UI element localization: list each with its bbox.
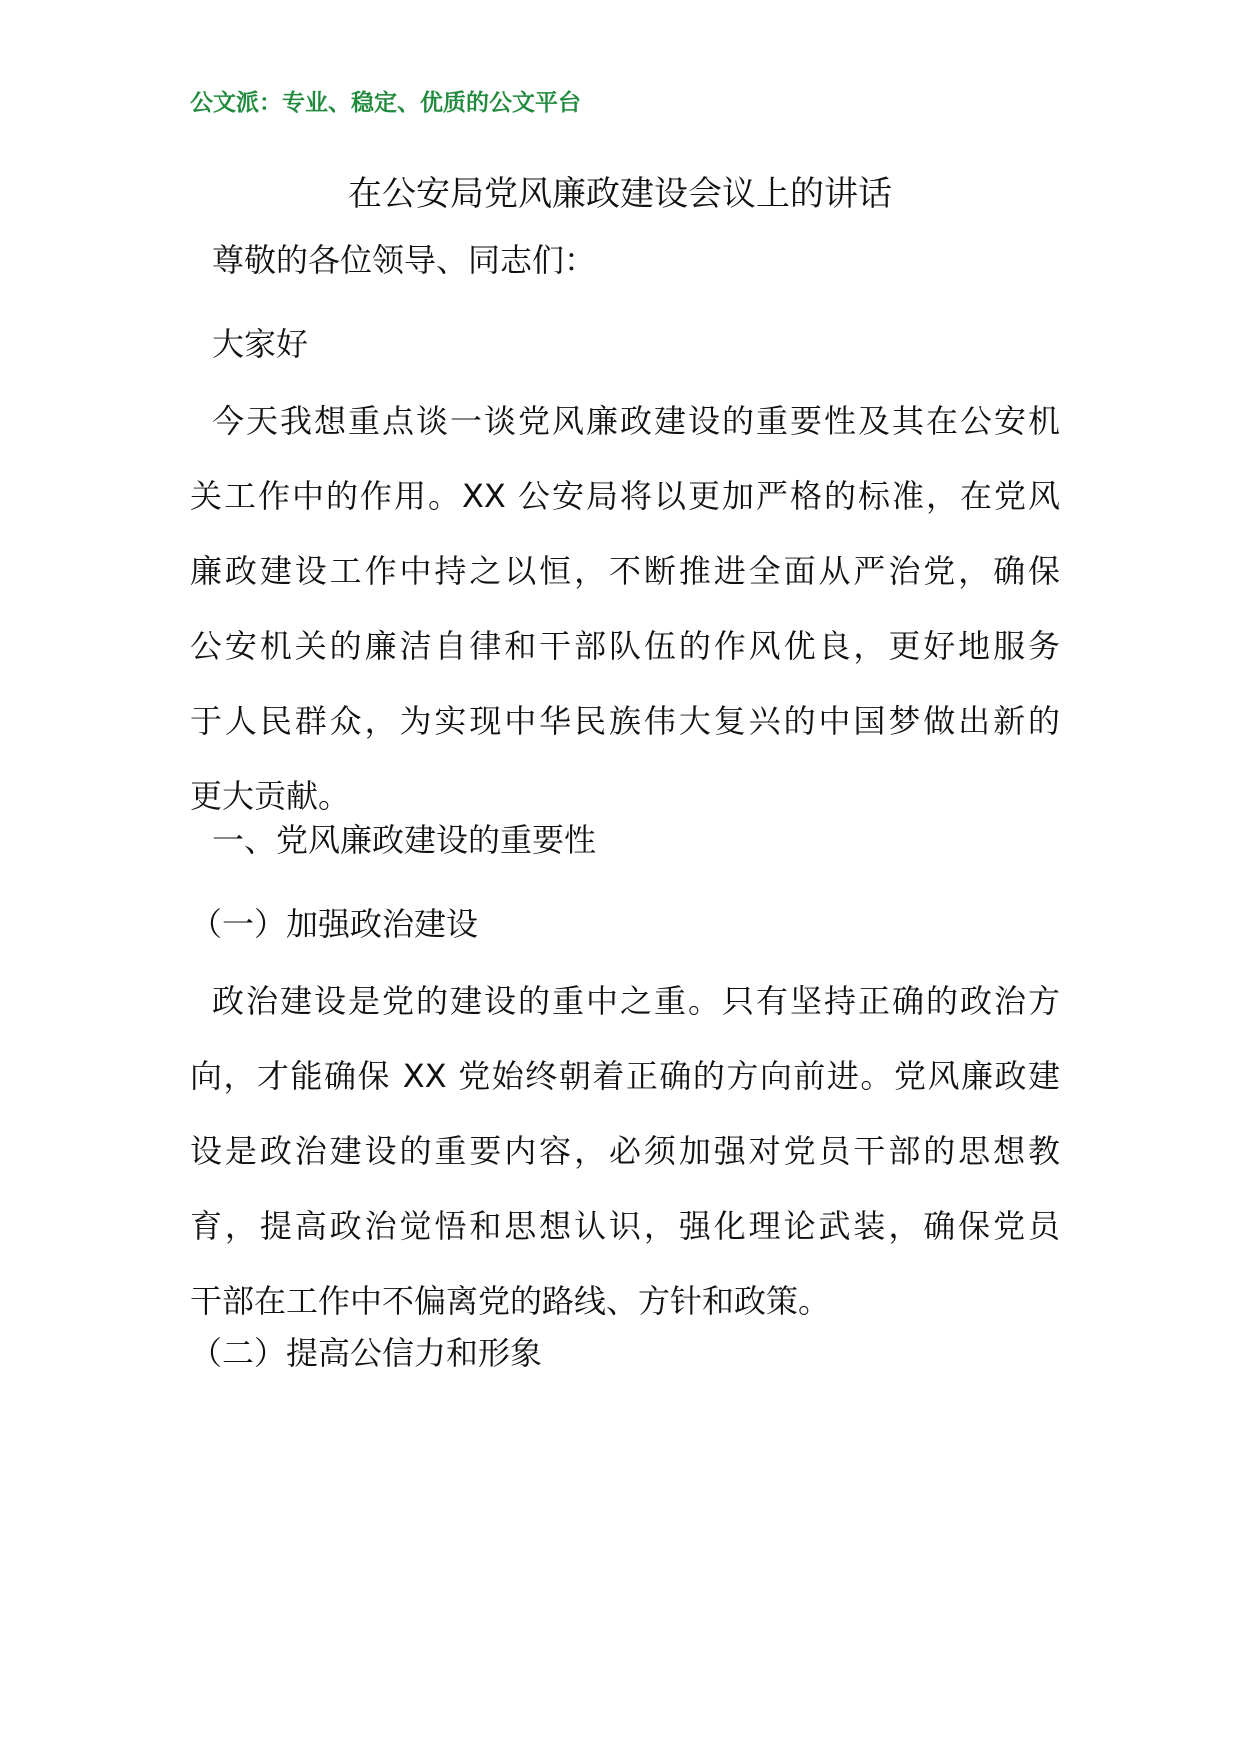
salutation: 尊敬的各位领导、同志们： (212, 241, 597, 279)
paragraph-line: 政治建设是党的建设的重中之重。只有坚持正确的政治方 (212, 982, 1060, 1020)
subsection-heading-2: （二）提高公信力和形象 (190, 1334, 543, 1372)
document-title: 在公安局党风廉政建设会议上的讲话 (348, 174, 892, 214)
paragraph-line: 向，才能确保 XX 党始终朝着正确的方向前进。党风廉政建 (190, 1057, 1060, 1095)
paragraph-line: 设是政治建设的重要内容，必须加强对党员干部的思想教 (190, 1132, 1060, 1170)
paragraph-line: 育，提高政治觉悟和思想认识，强化理论武装，确保党员 (190, 1207, 1060, 1245)
greeting: 大家好 (212, 325, 309, 363)
subsection-1-paragraph (190, 964, 1060, 1339)
paragraph-line: 于人民群众，为实现中华民族伟大复兴的中国梦做出新的 (190, 702, 1060, 740)
section-heading-1: 一、党风廉政建设的重要性 (212, 821, 597, 859)
intro-paragraph (190, 384, 1060, 834)
paragraph-line: 干部在工作中不偏离党的路线、方针和政策。 (190, 1282, 831, 1320)
paragraph-line: 廉政建设工作中持之以恒，不断推进全面从严治党，确保 (190, 552, 1060, 590)
paragraph-line: 今天我想重点谈一谈党风廉政建设的重要性及其在公安机 (212, 402, 1060, 440)
brand-header: 公文派：专业、稳定、优质的公文平台 (190, 89, 581, 116)
paragraph-line: 更大贡献。 (190, 777, 351, 815)
subsection-heading-1: （一）加强政治建设 (190, 905, 479, 943)
paragraph-line: 关工作中的作用。XX 公安局将以更加严格的标准，在党风 (190, 477, 1060, 515)
paragraph-line: 公安机关的廉洁自律和干部队伍的作风优良，更好地服务 (190, 627, 1060, 665)
